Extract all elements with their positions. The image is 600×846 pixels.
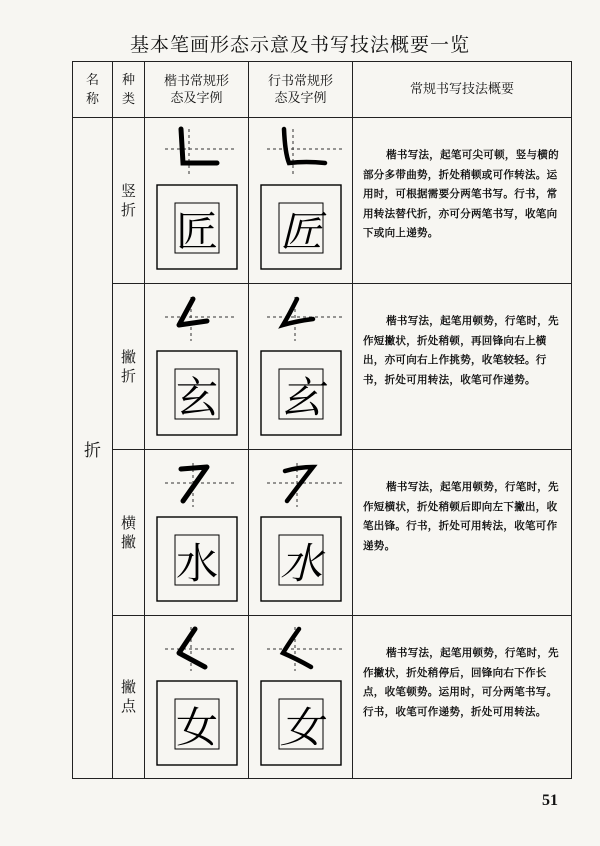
svg-text:水: 水 [279, 538, 322, 588]
table-row [73, 616, 572, 779]
kind-cell: 撇折 [113, 284, 145, 450]
heng-pie-stroke-icon [147, 455, 247, 611]
kind-cell: 横撇 [113, 450, 145, 616]
svg-text:匠: 匠 [279, 206, 322, 256]
kai-example-cell [145, 284, 249, 450]
xing-example-cell [249, 616, 353, 779]
kai-example-cell [145, 118, 249, 284]
svg-text:女: 女 [279, 703, 322, 752]
pie-zhe-xing-stroke-icon [251, 289, 351, 445]
svg-text:水: 水 [175, 538, 218, 588]
svg-text:女: 女 [175, 703, 218, 752]
kind-cell: 竖折 [113, 118, 145, 284]
table-row [73, 450, 572, 616]
svg-text:匠: 匠 [175, 206, 218, 256]
xing-example-cell [249, 118, 353, 284]
kai-example-cell [145, 450, 249, 616]
desc-cell: 楷书写法，起笔用顿势，行笔时，先作撇状，折处稍停后，回锋向右下作长点，收笔顿势。运用时，可分两笔书写。行书，收笔可作递势，折处可用转法。 [353, 616, 572, 779]
shu-zhe-stroke-icon [147, 123, 247, 279]
kind-cell: 撇点 [113, 616, 145, 779]
svg-text:玄: 玄 [279, 372, 322, 422]
table-row [73, 118, 572, 284]
desc-cell: 楷书写法，起笔可尖可顿，竖与横的部分多带曲势，折处稍顿或可作转法。运用时，可根据需要分两笔书写。行书，常用转法替代折，亦可分两笔书写，收笔向下或向上递势。 [353, 118, 572, 284]
kai-example-cell [145, 616, 249, 779]
pie-zhe-stroke-icon [147, 289, 247, 445]
xing-example-cell [249, 450, 353, 616]
header-xing: 行书常规形态及字例 [249, 62, 353, 118]
strokes-table [72, 61, 572, 779]
header-kind: 种类 [113, 62, 145, 118]
table-row [73, 284, 572, 450]
table-header-row [73, 62, 572, 118]
xing-example-cell [249, 284, 353, 450]
page-title: 基本笔画形态示意及书写技法概要一览 [129, 34, 470, 56]
page-number: 51 [542, 792, 558, 809]
header-name: 名称 [73, 62, 113, 118]
header-desc: 常规书写技法概要 [353, 62, 572, 118]
pie-dian-xing-stroke-icon [251, 619, 351, 775]
desc-cell: 楷书写法，起笔用顿势，行笔时，先作短横状，折处稍顿后即向左下撇出，收笔出锋。行书，折处可用转法，收笔可作递势。 [353, 450, 572, 616]
heng-pie-xing-stroke-icon [251, 455, 351, 611]
shu-zhe-xing-stroke-icon [251, 123, 351, 279]
pie-dian-stroke-icon [147, 619, 247, 775]
svg-text:玄: 玄 [175, 372, 218, 422]
header-kai: 楷书常规形态及字例 [145, 62, 249, 118]
desc-cell: 楷书写法，起笔用顿势，行笔时，先作短撇状，折处稍顿，再回锋向右上横出，亦可向右上作挑势，收笔较轻。行书，折处可用转法，收笔可作递势。 [353, 284, 572, 450]
category-cell: 折 [73, 118, 113, 779]
